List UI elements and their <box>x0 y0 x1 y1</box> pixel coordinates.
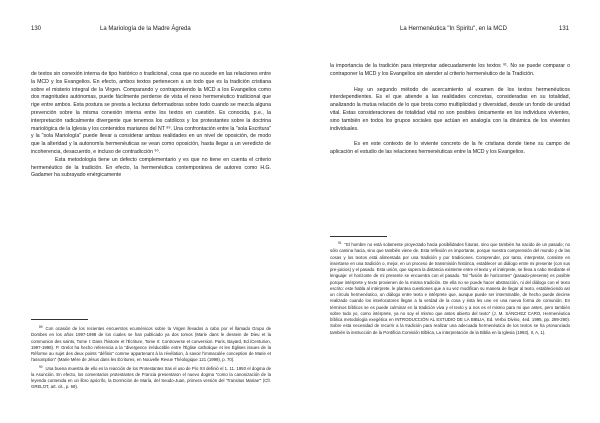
footnote-number: 90 <box>39 364 43 369</box>
paragraph: la importancia de la tradición para interpretar adecuadamente los textos ⁹¹. No se puede comparar o contraponer la MCD y los Evangelios sin atender al criterio hermenéutico de la Tradición. <box>330 63 570 77</box>
paragraph: de textos sin conexión interna de tipo histórico o tradicional, cosa que no sucede en las relaciones entre la MCD y los Evangelios. En efecto, ambos textos pertenecen a un todo que es la tradición cristiana sobre el misterio integral de la Virgen. Comparando y contraponiendo la MCD a los Evangelios como dos magnitudes autónomas, puede fácilmente perderse de vista el nexo hermenéutico tradicional que rige entre ambos. Esta postura se presta a lecturas deformadoras sobre todo cuando se mezcla alguna prevención sobre la misma conexión interna entre los textos en cuestión. Es conocida, p.e., la interpretación radicalmente divergente que tenemos los católicos y los protestantes sobre la doctrina mariológica de la Iglesia y los contenidos marianos del NT ⁸⁹. Una confrontación entre la "sola Escritura" y la "sola Mariología" puede llevar a considerar ambas realidades en un nivel de oposición, de modo que la alteridad y la autonomía hermenéuticas se vean como oposición, hasta llegar a un veredicto de incoherencia, desacuerdo, e incluso de contradicción ⁹⁰. <box>31 71 271 155</box>
footnote-divider <box>330 236 387 237</box>
footnote <box>31 364 271 391</box>
body-text <box>330 63 570 157</box>
footnote-text: "El hombre no está solamente proyectado hacia posibilidades futuras, sino que también ha nacido de un pasado; no sólo camina hacia, sino que también viene de. Esta reflexión es importante, porque nuestra comprensión del mundo y de las cosas y los textos está alimentada por una tradición y por tradiciones. Comprender, por tanto, interpretar, consiste en insertarse en una tradición o, mejor, en un proceso de transmisión histórica, establecer un diálogo entre mi presente (con sus pre-juicios) y el pasado. Esta unión, que supera la distancia existente entre el texto y el intérprete, se lleva a cabo mediante el lenguaje: el horizonte de mi presente se encuentra con el pasado. Tal "fusión de horizontes" (pasado-presente) es posible porque intérprete y texto provienen de la misma tradición. De ella no se puede hacer abstracción, ni del diálogo con el texto escrito: este habla al intérprete, le plantea cuestiones que a su vez modifican su manera de llegar al texto, estableciendo así un círculo hermenéutico, un diálogo entre texto e intérprete que, aunque puede ser interminable, de hecho puede decirse realizado cuando los interlocutores llegan a la verdad de la cosa y ésta les une en una nueva forma de comunión. En términos bíblicos se es puede culminar en la tradición viva y el texto y a nos es el mismo para mi que antes, pero también sobre todo yo, como intérprete, ya no soy el mismo que antes abierto del texto" (J. M. SÁNCHEZ CARO, Hermenéutica bíblica metodología exegética en INTRODUCCIÓN AL ESTUDIO DE LA BIBLIA, Ed. Verbo Divino, 4ed. 1995, pp. 289-290). Sobre esta necesidad de recurrir a la tradición para realizar una adecuada hermenéutica de los textos se ha pronunciado también la instrucción de la Pontificia Comisión Bíblica, La interpretación de la Biblia en la Iglesia (1993), II, A, 1). <box>330 242 570 335</box>
footnotes <box>31 324 271 391</box>
running-title: La Hermenéutica "In Spiritu", en la MCD <box>400 26 507 32</box>
footnote-text: Una buena muestra de ello es la reacción de los Protestantes tras el uso de Pío XII definió el 1. 11. 1950 el dogma de la Asunción. En efecto, los comentarios protestantes de Francia presentaron el nuevo dogma "como la canonización de la leyenda contenida en un libro apócrifo, la Dormición de María, del Seudo-Juan, primera versión del 'Transitus Mariae'" (Cfr. GRELOT, art. cit., p. 69). <box>31 365 271 390</box>
page-number: 130 <box>31 26 42 32</box>
paragraph: Es en este contexto de lo viviente concreto de la fe cristiana donde tiene su campo de aplicación el estudio de las relaciones hermenéuticas entre la MCD y los Evangelios. <box>330 141 570 156</box>
footnote-number: 89 <box>39 325 43 329</box>
body-text <box>31 71 271 180</box>
footnotes <box>330 240 570 336</box>
page-number: 131 <box>559 26 570 32</box>
footnote <box>330 240 570 336</box>
paragraph: Esta metodología tiene un defecto complementario y es que no tiene en cuenta el criterio hermenéutico de la tradición. En efecto, la hermenéutica contemporánea de autores como H.G. Gadamer ha subrayado enérgicamente <box>31 156 271 179</box>
paragraph: Hay un segundo método de acercamiento al examen de los textos hermenéuticos interdependientes. Es el que atiende a las realidades concretas, consideradas en su totalidad, analizando la mutua relación de lo que brota como multiplicidad y diversidad, desde un fondo de unidad vital. Estas consideraciones de totalidad vital no son posibles únicamente en los individuos vivientes, sino también en todos los grupos sociales que actúan en analogía con la dinámica de los vivientes individuales. <box>330 86 570 132</box>
right-page <box>300 0 600 423</box>
footnote-text: Con ocasión de los recientes encuentros ecuménicos sobre la Virgen llevados a cabo por el llamado Grupo de Dombes en los años 1997-1998 de los cuales se han publicado ya dos tomos (Marie dans le dessein de Dieu et la communion des saints, Tome I: Dans l'histoire et l'Écriture, Tome II: Controverse et conversion. Paris, Bayard, Ed./Centurion, 1997-1998). P. Grelot ha hecho referencia a la "divergence irréductible entre l'Église catholique et les Églises issues de la Réforme au sujet des deux points "définis" comme appartenant à la révélation, à savoir l'immaculée conception de Marie et l'assomption" (Marie Mère de Jésus dans les Écritures, en Nouvelle Revue Théologique 121 (1999), p. 70). <box>31 326 271 363</box>
footnote <box>31 324 271 364</box>
footnote-divider <box>31 319 88 320</box>
footnote-number: 91 <box>338 241 342 245</box>
running-title: La Mariología de la Madre Ágreda <box>100 26 191 32</box>
